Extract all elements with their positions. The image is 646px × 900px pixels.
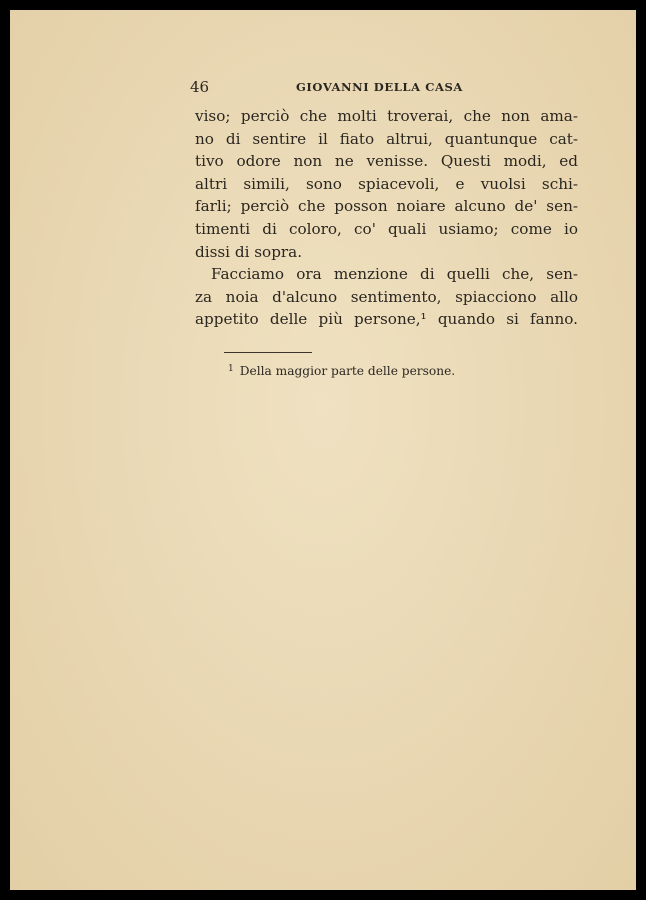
page-header [10,76,636,102]
footnote-text: Della maggior parte delle persone. [239,364,456,378]
text-line: appetito delle più persone,¹ quando si fanno. [195,310,578,329]
text-line: altri simili, sono spiacevoli, e vuolsi schi- [195,174,578,193]
text-line: Facciamo ora menzione di quelli che, sen- [211,265,578,284]
page-number: 46 [190,78,210,96]
text-line: timenti di coloro, co' quali usiamo; come io [195,219,578,238]
text-line: za noia d'alcuno sentimento, spiacciono allo [195,287,578,306]
text-line: tivo odore non ne venisse. Questi modi, ed [195,152,578,171]
text-line: farli; perciò che posson noiare alcuno de' sen- [195,197,578,216]
footnote-marker: 1 [228,364,234,374]
book-page [10,10,636,890]
running-head: GIOVANNI DELLA CASA [296,80,463,94]
text-line: dissi di sopra. [195,242,303,261]
footnote-divider [224,352,312,353]
text-line: viso; perciò che molti troverai, che non ama- [195,107,578,125]
footnote [228,364,455,378]
main-text [195,105,578,331]
text-line: no di sentire il fiato altrui, quantunque cat- [195,129,578,148]
